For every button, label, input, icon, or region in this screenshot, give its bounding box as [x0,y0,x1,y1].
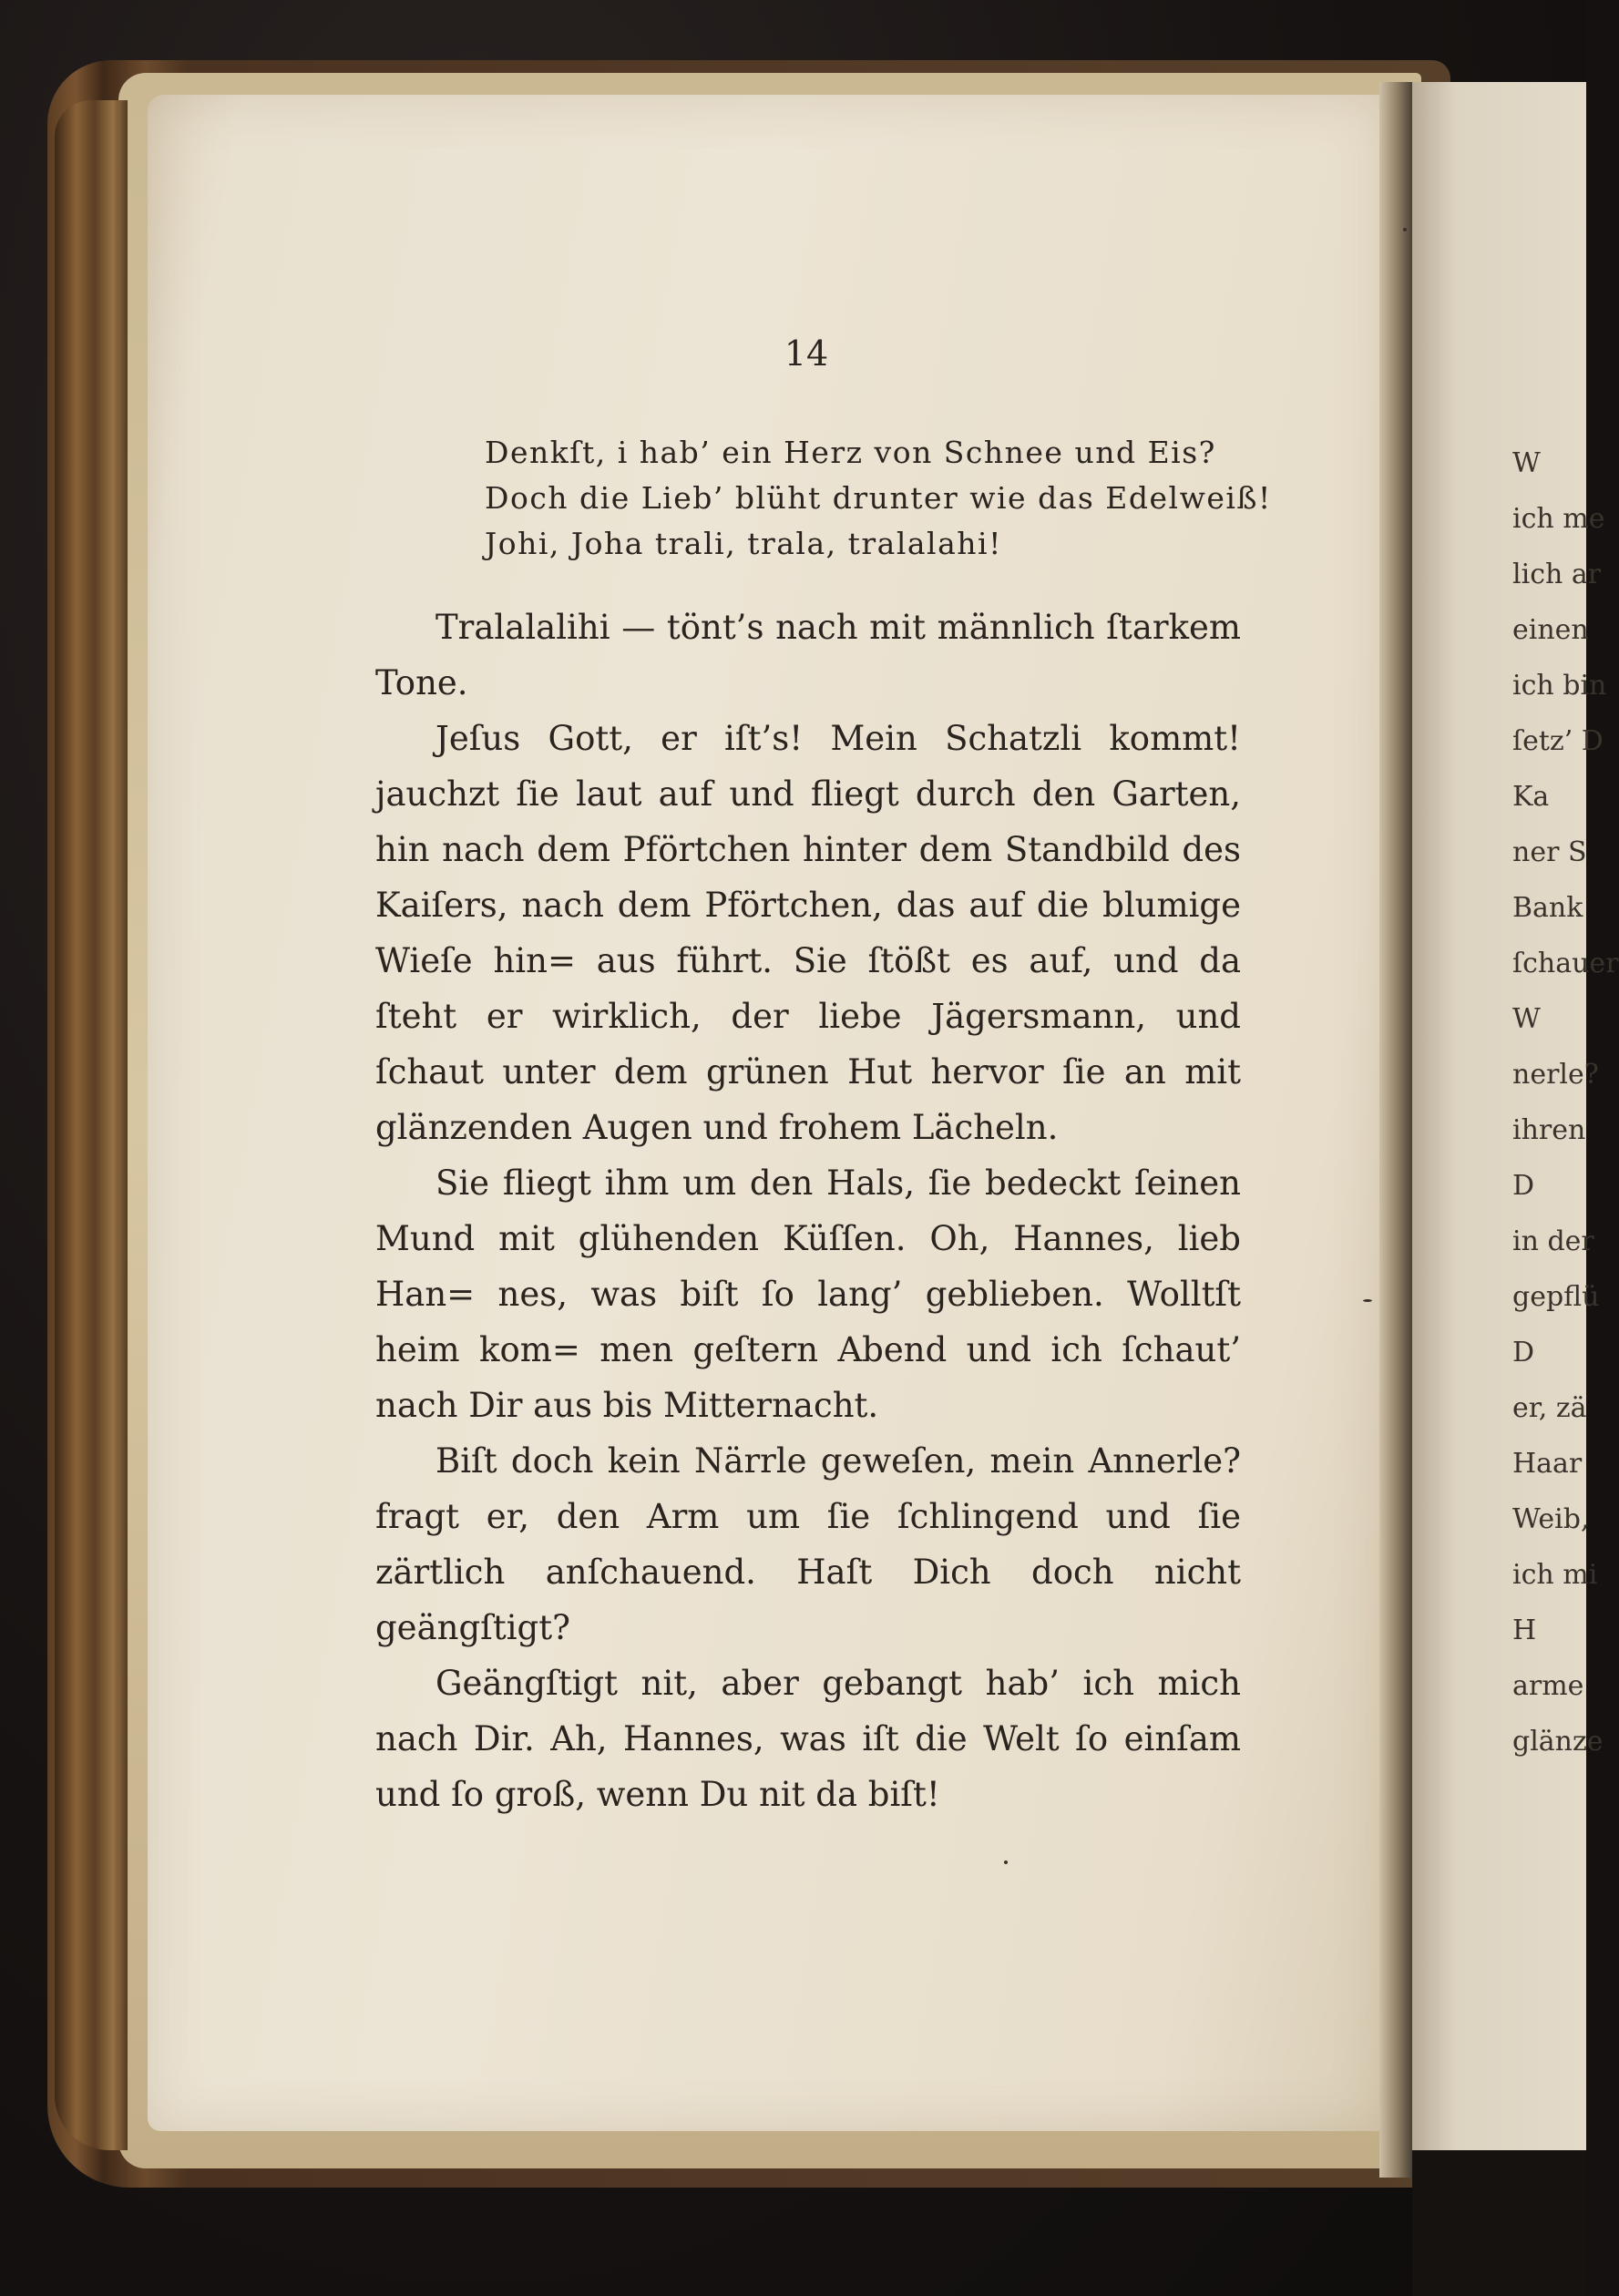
fragment: D [1512,1170,1535,1202]
fragment: nerle? [1512,1059,1599,1091]
fragment: W [1512,1003,1541,1035]
fragment: glänze [1512,1726,1604,1758]
fragment: Ka [1512,781,1550,813]
worn-spine-edge [55,100,128,2150]
fragment: ihren [1512,1114,1586,1146]
page-number: 14 [784,333,829,374]
paper-speck [1403,228,1407,231]
fragment: ſetz’ D [1512,725,1604,757]
paragraph: Biſt doch kein Närrle geweſen, mein Annerle? fragt er, den Arm um ſie ſchlingend und ſie zärtlich anſchauend. Haſt Dich doch nicht geängſtigt? [375,1441,1241,1647]
next-page-text-fragments [1512,436,1619,1769]
paragraph: Tralalalihi — tönt’s nach mit männlich ſtarkem Tone. [375,608,1241,702]
fragment: ich bin [1512,670,1607,702]
fragment: ſchauer [1512,948,1619,979]
fragment: Bank [1512,892,1583,924]
verse-line: Denkſt, i hab’ ein Herz von Schnee und Eis? [485,435,1216,470]
fragment: Weib, [1512,1503,1590,1535]
fragment: Haar [1512,1448,1583,1480]
dark-background-corner [1412,2150,1586,2296]
paragraph: Sie fliegt ihm um den Hals, ſie bedeckt ſeinen Mund mit glühenden Küſſen. Oh, Hannes, lieb Han= nes, was biſt ſo lang’ geblieben. Wolltſt heim kom= men geſtern Abend und ich ſchaut’ nach Dir aus bis Mitternacht. [375,1163,1241,1425]
fragment: D [1512,1337,1535,1368]
fragment: W [1512,447,1541,479]
fragment: gepflü [1512,1281,1600,1313]
fragment: ich mi [1512,1559,1598,1591]
verse-block [485,430,1305,567]
fragment: ner S [1512,836,1587,868]
paragraph: Geängſtigt nit, aber gebangt hab’ ich mich nach Dir. Ah, Hannes, was iſt die Welt ſo einſam und ſo groß, wenn Du nit da biſt! [375,1664,1241,1814]
prose-block [375,600,1241,1822]
fragment: H [1512,1614,1537,1646]
fragment: in der [1512,1225,1594,1257]
verse-line: Doch die Lieb’ blüht drunter wie das Edelweiß! [485,480,1272,516]
fragment: einen [1512,614,1589,646]
fragment: lich ar [1512,559,1602,590]
fragment: arme [1512,1670,1584,1702]
fragment: ich me [1512,503,1605,535]
verse-line: Johi, Joha trali, trala, tralalahi! [485,526,1002,561]
paper-speck [1004,1860,1008,1864]
paragraph: Jeſus Gott, er iſt’s! Mein Schatzli kommt! jauchzt ſie laut auf und fliegt durch den Garten, hin nach dem Pförtchen hinter dem Standbild des Kaiſers, nach dem Pförtchen, das auf die blumige Wieſe hin= aus führt. Sie ſtößt es auf, und da ſteht er wirklich, der liebe Jägersmann, und ſchaut unter dem grünen Hut hervor ſie an mit glänzenden Augen und frohem Lächeln. [375,719,1241,1147]
paper-speck [1363,1299,1372,1302]
book-gutter [1379,82,1416,2178]
fragment: er, zä [1512,1392,1587,1424]
